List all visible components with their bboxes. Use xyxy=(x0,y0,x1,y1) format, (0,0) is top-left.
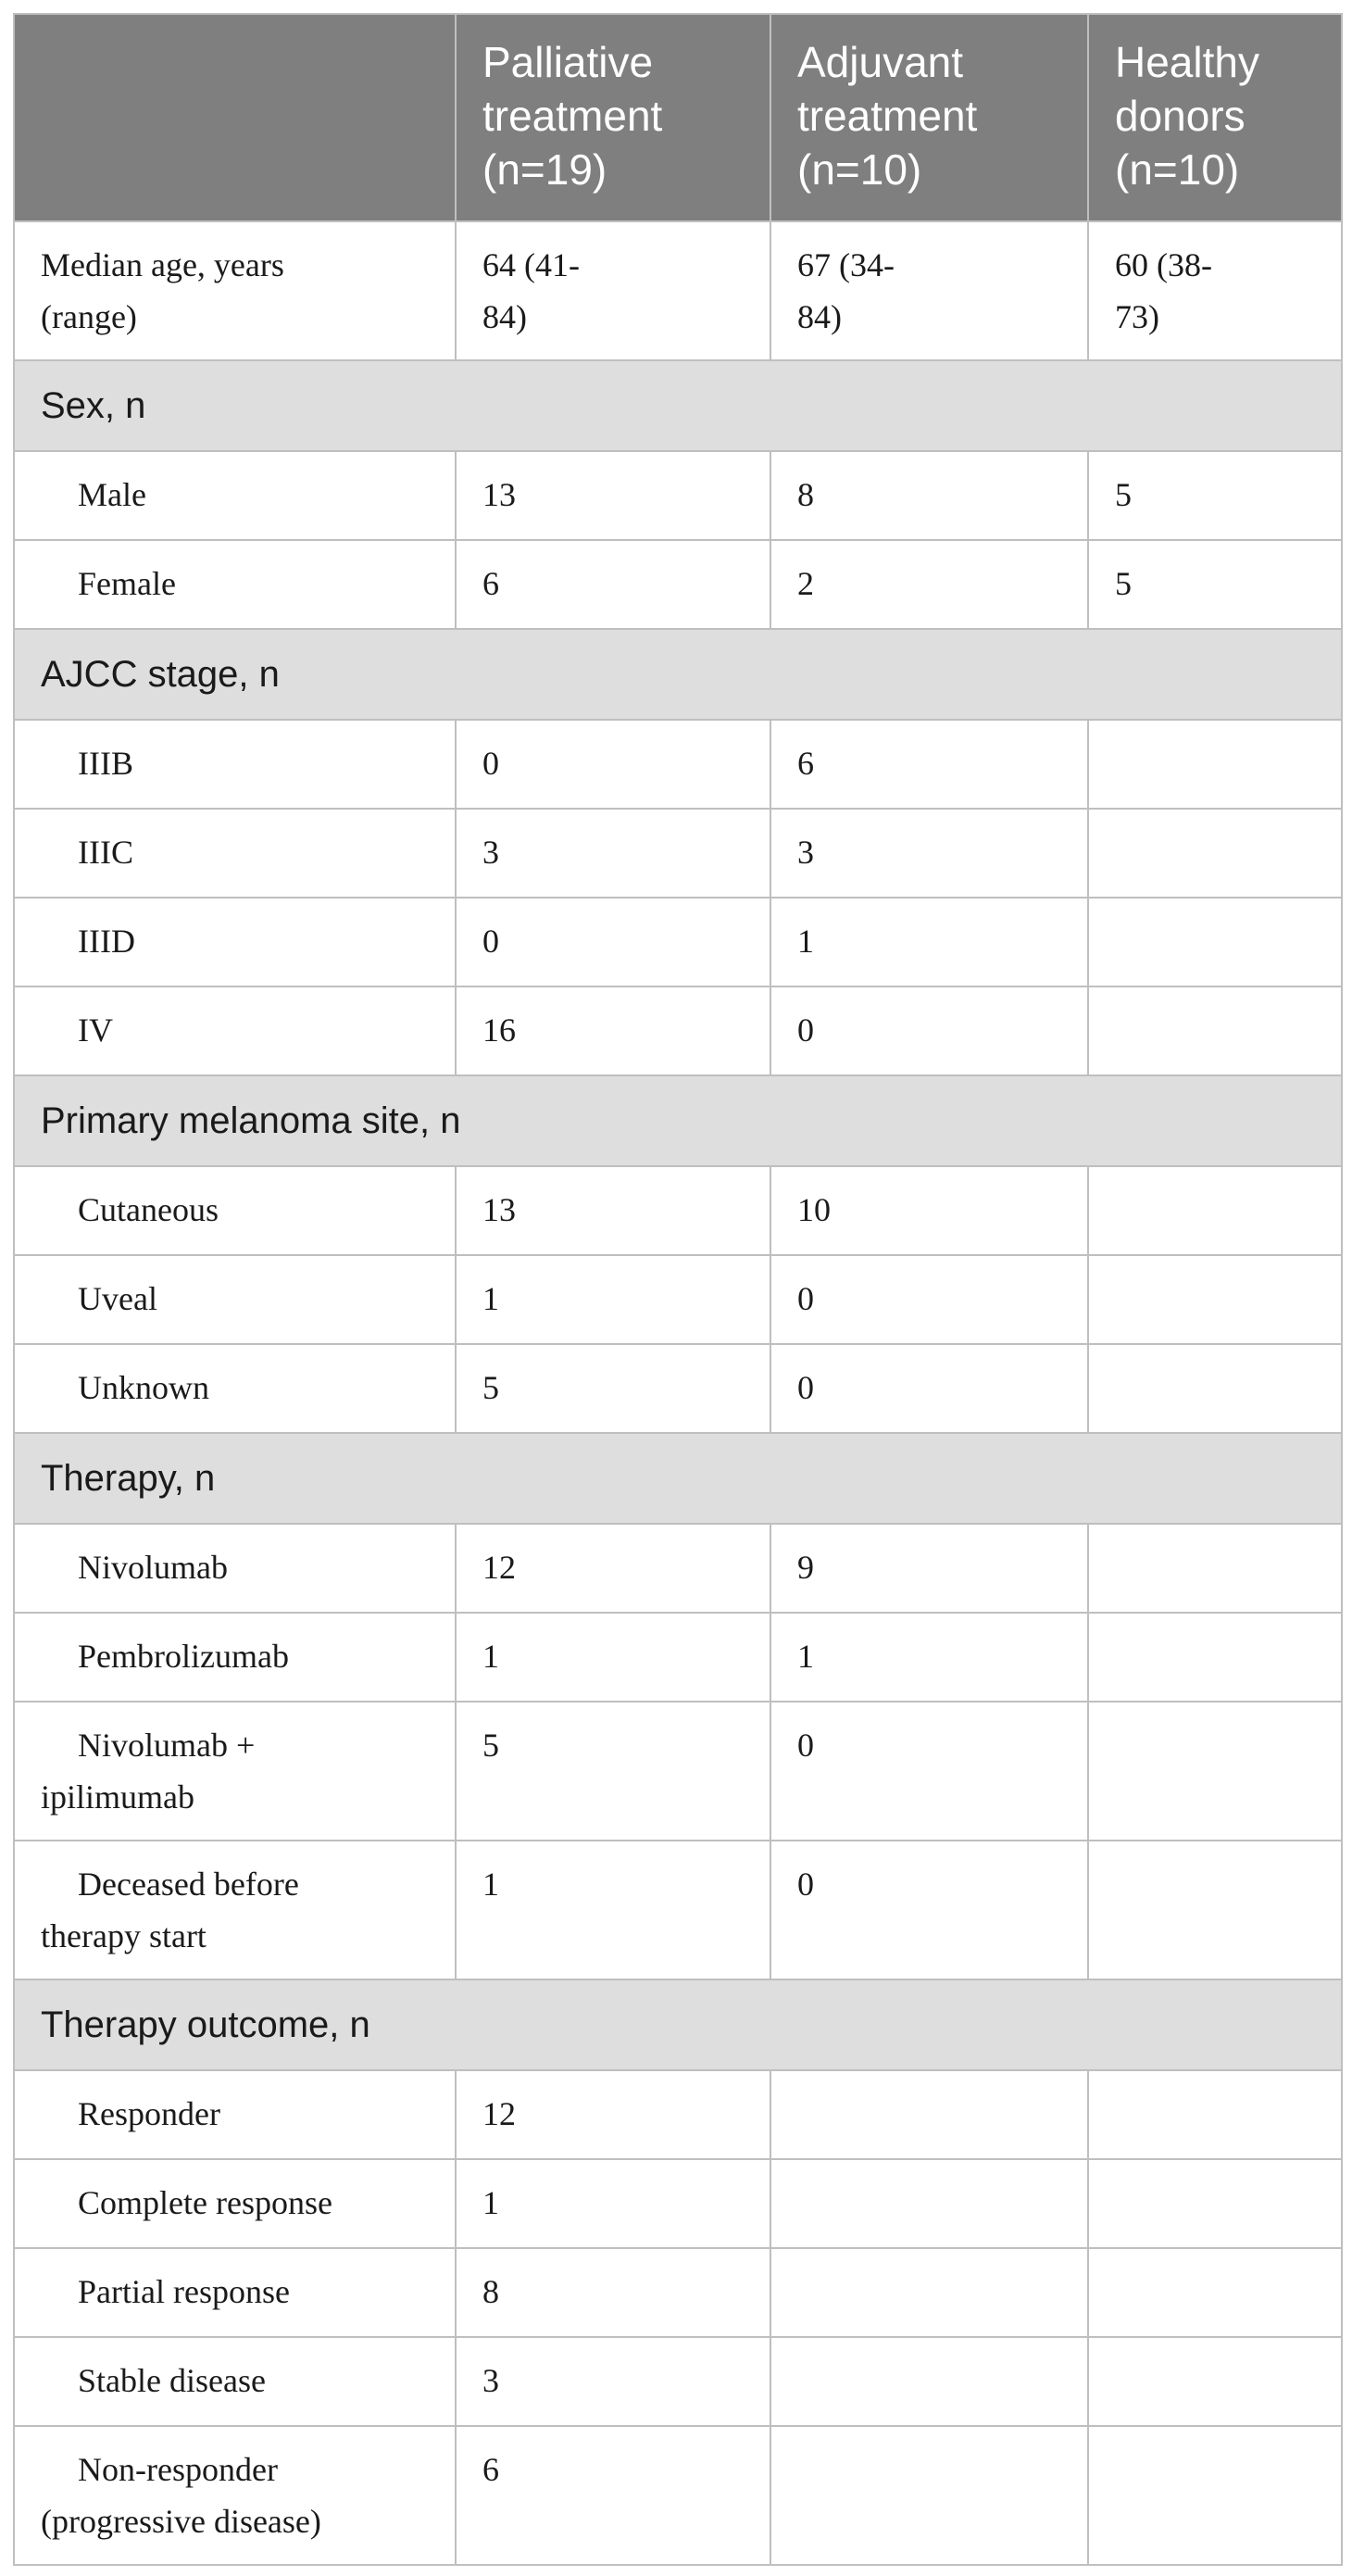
female-healthy: 5 xyxy=(1088,540,1342,629)
table-row-iv xyxy=(14,986,1342,1075)
table-row-complete-response xyxy=(14,2159,1342,2248)
section-row-sex xyxy=(14,360,1342,451)
row-label-cell xyxy=(14,1702,456,1841)
table-row-non-responder xyxy=(14,2426,1342,2565)
nonresponder-palliative: 6 xyxy=(456,2426,770,2565)
iiid-healthy xyxy=(1088,898,1342,986)
cutaneous-healthy xyxy=(1088,1166,1342,1255)
row-label-uveal: Uveal xyxy=(14,1255,456,1344)
unknown-palliative: 5 xyxy=(456,1344,770,1433)
iiib-adjuvant: 6 xyxy=(770,720,1088,809)
responder-healthy xyxy=(1088,2070,1342,2159)
median-age-healthy: 60 (38-73) xyxy=(1115,246,1212,335)
section-title-therapy: Therapy, n xyxy=(14,1433,1342,1524)
iiid-adjuvant: 1 xyxy=(770,898,1088,986)
nivo-ipi-adjuvant: 0 xyxy=(770,1702,1088,1841)
uveal-palliative: 1 xyxy=(456,1255,770,1344)
header-empty-cell xyxy=(14,14,456,221)
section-row-ajcc xyxy=(14,629,1342,720)
partial-healthy xyxy=(1088,2248,1342,2337)
unknown-healthy xyxy=(1088,1344,1342,1433)
iiic-healthy xyxy=(1088,809,1342,898)
header-healthy xyxy=(1088,14,1342,221)
table-row-female xyxy=(14,540,1342,629)
table-row-deceased xyxy=(14,1841,1342,1979)
row-label-iv: IV xyxy=(14,986,456,1075)
pembrolizumab-palliative: 1 xyxy=(456,1613,770,1702)
male-healthy: 5 xyxy=(1088,451,1342,540)
section-title-primary-site: Primary melanoma site, n xyxy=(14,1075,1342,1166)
row-label-cell xyxy=(14,2426,456,2565)
cutaneous-adjuvant: 10 xyxy=(770,1166,1088,1255)
nivolumab-healthy xyxy=(1088,1524,1342,1613)
stable-palliative: 3 xyxy=(456,2337,770,2426)
stable-adjuvant xyxy=(770,2337,1088,2426)
header-adjuvant-text: Adjuvant treatment (n=10) xyxy=(797,38,978,194)
row-label-responder: Responder xyxy=(14,2070,456,2159)
nonresponder-healthy xyxy=(1088,2426,1342,2565)
deceased-healthy xyxy=(1088,1841,1342,1979)
row-label-partial-response: Partial response xyxy=(14,2248,456,2337)
row-label-unknown: Unknown xyxy=(14,1344,456,1433)
table-row-median-age xyxy=(14,221,1342,360)
nivo-ipi-healthy xyxy=(1088,1702,1342,1841)
male-adjuvant: 8 xyxy=(770,451,1088,540)
table-row-iiic xyxy=(14,809,1342,898)
uveal-adjuvant: 0 xyxy=(770,1255,1088,1344)
section-row-therapy xyxy=(14,1433,1342,1524)
nivolumab-adjuvant: 9 xyxy=(770,1524,1088,1613)
table-row-male xyxy=(14,451,1342,540)
iv-palliative: 16 xyxy=(456,986,770,1075)
pembrolizumab-adjuvant: 1 xyxy=(770,1613,1088,1702)
header-adjuvant xyxy=(770,14,1088,221)
unknown-adjuvant: 0 xyxy=(770,1344,1088,1433)
table-row-cutaneous xyxy=(14,1166,1342,1255)
row-label-male: Male xyxy=(14,451,456,540)
partial-palliative: 8 xyxy=(456,2248,770,2337)
row-label-iiic: IIIC xyxy=(14,809,456,898)
header-palliative-text: Palliative treatment (n=19) xyxy=(482,38,663,194)
cell-adjuvant xyxy=(770,221,1088,360)
complete-palliative: 1 xyxy=(456,2159,770,2248)
section-title-sex: Sex, n xyxy=(14,360,1342,451)
table-row-stable-disease xyxy=(14,2337,1342,2426)
nivo-ipi-palliative: 5 xyxy=(456,1702,770,1841)
deceased-palliative: 1 xyxy=(456,1841,770,1979)
section-title-ajcc: AJCC stage, n xyxy=(14,629,1342,720)
table-row-iiib xyxy=(14,720,1342,809)
row-label-deceased: Deceased before therapy start xyxy=(41,1866,299,1954)
complete-adjuvant xyxy=(770,2159,1088,2248)
row-label xyxy=(14,221,456,360)
table-row-nivolumab-ipilimumab xyxy=(14,1702,1342,1841)
header-palliative xyxy=(456,14,770,221)
section-title-therapy-outcome: Therapy outcome, n xyxy=(14,1979,1342,2070)
iiib-healthy xyxy=(1088,720,1342,809)
row-label-cell xyxy=(14,1841,456,1979)
responder-palliative: 12 xyxy=(456,2070,770,2159)
male-palliative: 13 xyxy=(456,451,770,540)
iiid-palliative: 0 xyxy=(456,898,770,986)
section-row-therapy-outcome xyxy=(14,1979,1342,2070)
complete-healthy xyxy=(1088,2159,1342,2248)
median-age-adjuvant: 67 (34-84) xyxy=(797,246,895,335)
iiic-adjuvant: 3 xyxy=(770,809,1088,898)
uveal-healthy xyxy=(1088,1255,1342,1344)
median-age-palliative: 64 (41-84) xyxy=(482,246,580,335)
table-row-iiid xyxy=(14,898,1342,986)
table-row-unknown xyxy=(14,1344,1342,1433)
female-adjuvant: 2 xyxy=(770,540,1088,629)
table-row-responder xyxy=(14,2070,1342,2159)
table-header-row xyxy=(14,14,1342,221)
partial-adjuvant xyxy=(770,2248,1088,2337)
table-row-nivolumab xyxy=(14,1524,1342,1613)
stable-healthy xyxy=(1088,2337,1342,2426)
row-label-iiib: IIIB xyxy=(14,720,456,809)
table-row-pembrolizumab xyxy=(14,1613,1342,1702)
iiib-palliative: 0 xyxy=(456,720,770,809)
header-healthy-text: Healthy donors (n=10) xyxy=(1115,38,1259,194)
cell-healthy xyxy=(1088,221,1342,360)
patient-characteristics-table xyxy=(13,13,1343,2566)
row-label-stable-disease: Stable disease xyxy=(14,2337,456,2426)
pembrolizumab-healthy xyxy=(1088,1613,1342,1702)
table-row-uveal xyxy=(14,1255,1342,1344)
iv-adjuvant: 0 xyxy=(770,986,1088,1075)
responder-adjuvant xyxy=(770,2070,1088,2159)
iv-healthy xyxy=(1088,986,1342,1075)
female-palliative: 6 xyxy=(456,540,770,629)
row-label-female: Female xyxy=(14,540,456,629)
nonresponder-adjuvant xyxy=(770,2426,1088,2565)
cell-palliative xyxy=(456,221,770,360)
row-label-nivolumab-ipilimumab: Nivolumab + ipilimumab xyxy=(41,1727,256,1816)
deceased-adjuvant: 0 xyxy=(770,1841,1088,1979)
row-label-non-responder: Non-responder (progressive disease) xyxy=(41,2451,321,2540)
iiic-palliative: 3 xyxy=(456,809,770,898)
median-age-label: Median age, years (range) xyxy=(41,246,284,335)
cutaneous-palliative: 13 xyxy=(456,1166,770,1255)
row-label-nivolumab: Nivolumab xyxy=(14,1524,456,1613)
row-label-iiid: IIID xyxy=(14,898,456,986)
row-label-complete-response: Complete response xyxy=(14,2159,456,2248)
table-row-partial-response xyxy=(14,2248,1342,2337)
nivolumab-palliative: 12 xyxy=(456,1524,770,1613)
row-label-cutaneous: Cutaneous xyxy=(14,1166,456,1255)
section-row-primary-site xyxy=(14,1075,1342,1166)
row-label-pembrolizumab: Pembrolizumab xyxy=(14,1613,456,1702)
